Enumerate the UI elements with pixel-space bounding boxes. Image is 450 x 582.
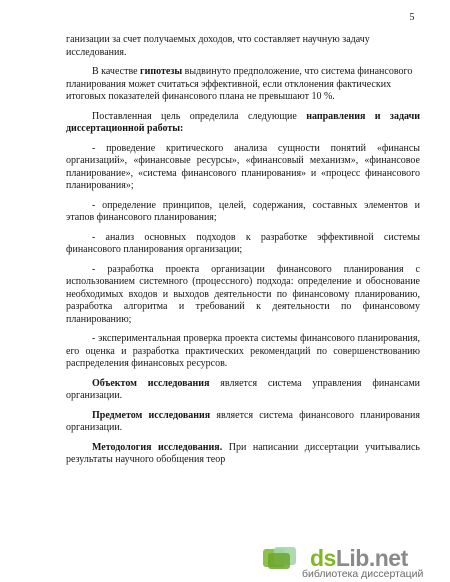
bold-term: Методология исследования.: [92, 441, 223, 453]
paragraph-text: - проведение критического анализа сущности понятий «финансы организаций», «финансовые ресурсы», «финансовый механизм», «финансовое планирование», «система финансового планирования» и «процесс финансового планирования»;: [66, 142, 420, 191]
watermark-brand-ds: ds: [310, 545, 336, 571]
paragraph-text: Поставленная цель определила следующие: [92, 110, 307, 122]
paragraph: [66, 333, 420, 371]
paragraph: [66, 410, 420, 435]
bold-term: Объектом исследования: [92, 377, 210, 389]
paragraph: [66, 34, 420, 59]
paragraph-text: является система управления финансами организации.: [66, 377, 420, 401]
watermark-tagline: библиотека диссертаций: [302, 568, 424, 580]
paragraph-text: выдвинуто предположение, что система финансового планирования может считаться эффективной, если отклонения фактических итоговых показателей финансового плана не превышают 10 %.: [66, 66, 413, 102]
paragraph: [66, 111, 420, 136]
watermark-brand-lib: Lib.net: [335, 545, 408, 571]
paragraph-text: В качестве: [92, 66, 141, 77]
paragraph-text: является система финансового планирования организации.: [66, 409, 420, 433]
dslib-watermark: [262, 545, 444, 579]
paragraph: [66, 143, 420, 193]
paragraph: [66, 378, 420, 403]
paragraph-text: - анализ основных подходов к разработке эффективной системы финансового планирования организации;: [66, 231, 420, 255]
bold-term: направления и задачи диссертационной работы:: [66, 110, 421, 134]
bold-term: Предметом исследования: [92, 409, 211, 421]
paragraph-text: - разработка проекта организации финансового планирования с использованием системного (процессного) подхода: определение и обоснование необходимых входов и выходов деятельности по финансовому планированию, разработка алгоритма и требований к деятельности по финансовому планированию;: [66, 263, 420, 325]
paragraph: [66, 442, 420, 467]
paragraph: [66, 200, 420, 225]
paragraph-text: При написании диссертации учитывались результаты научного обобщения теор: [66, 441, 420, 465]
paragraph: [66, 264, 420, 327]
paragraph-text: ганизации за счет получаемых доходов, что составляет научную задачу исследования.: [66, 34, 370, 58]
paragraph-text: - определение принципов, целей, содержания, составных элементов и этапов финансового планирования;: [66, 199, 420, 223]
bold-term: гипотезы: [140, 66, 183, 77]
paragraph: [66, 66, 420, 104]
paragraph-text: - экспериментальная проверка проекта системы финансового планирования, его оценка и разработка практических рекомендаций по совершенствованию распределения финансовых ресурсов.: [66, 333, 420, 369]
document-body: [66, 34, 420, 474]
paragraph: [66, 232, 420, 257]
page-number: 5: [409, 12, 415, 23]
dslib-logo-icon: [262, 545, 306, 571]
